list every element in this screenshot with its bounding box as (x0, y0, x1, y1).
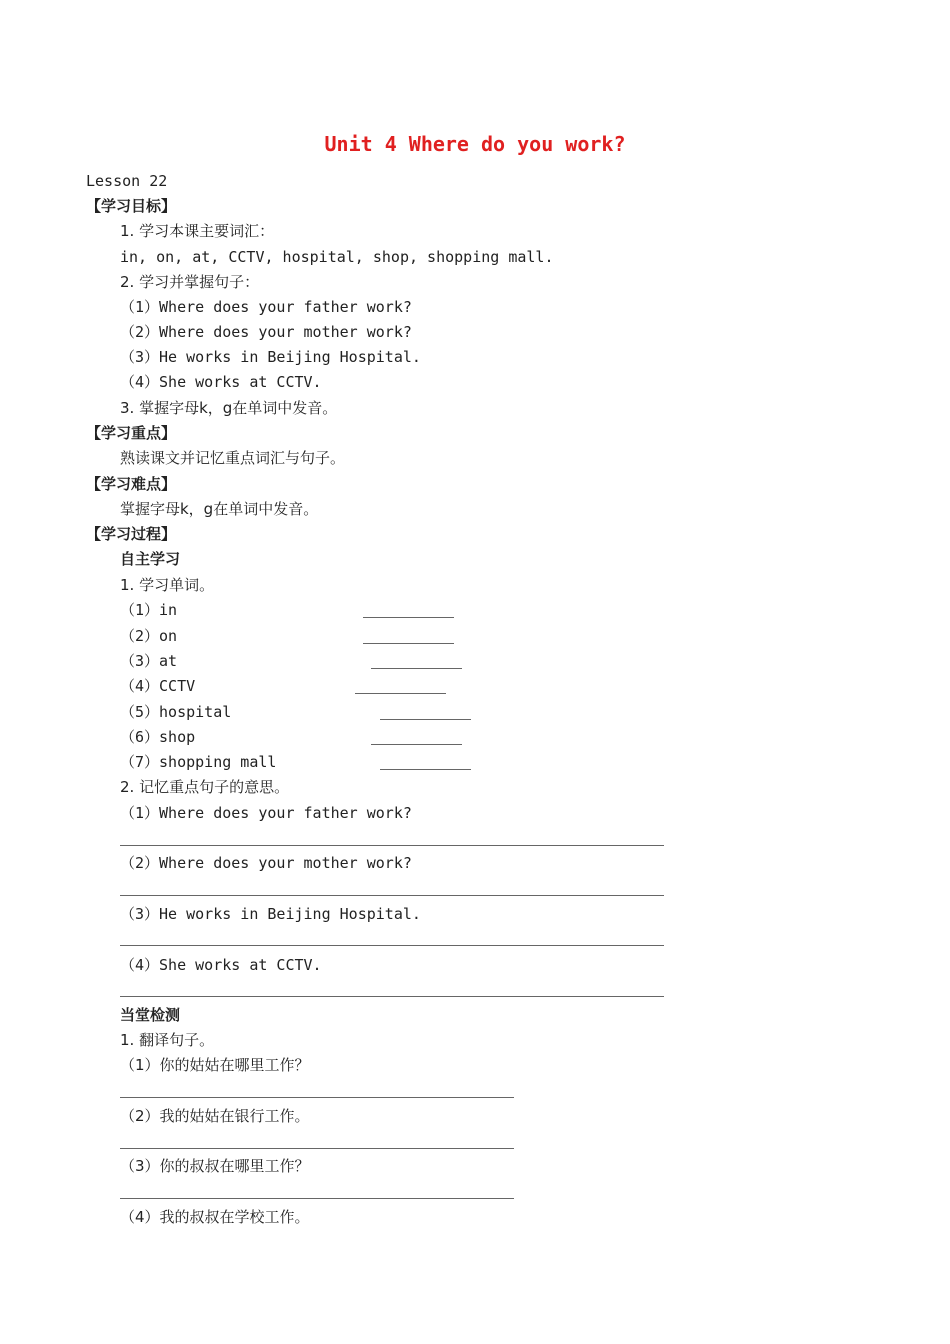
answer-line[interactable] (120, 1097, 514, 1098)
translate-item: （4）我的叔叔在学校工作。 (120, 1208, 310, 1226)
answer-blank[interactable] (380, 769, 471, 770)
goals-vocab: in, on, at, CCTV, hospital, shop, shopping mall. (120, 248, 554, 266)
answer-blank[interactable] (371, 744, 462, 745)
goals-sentence: （2）Where does your mother work? (120, 323, 412, 341)
translate-item: （2）我的姑姑在银行工作。 (120, 1107, 310, 1125)
difficult-points-heading: 【学习难点】 (86, 475, 177, 493)
word-item: （2）on (120, 627, 178, 645)
sentences-title: 2. 记忆重点句子的意思。 (120, 778, 290, 796)
goals-item-3: 3. 掌握字母k，g在单词中发音。 (120, 399, 338, 417)
translate-title: 1. 翻译句子。 (120, 1031, 215, 1049)
sentence-item: （1）Where does your father work? (120, 804, 412, 822)
key-points-heading: 【学习重点】 (86, 424, 177, 442)
page-title: Unit 4 Where do you work? (324, 132, 626, 156)
difficult-points-text: 掌握字母k，g在单词中发音。 (120, 500, 319, 518)
goals-sentence: （4）She works at CCTV. (120, 373, 322, 391)
answer-line[interactable] (120, 845, 664, 846)
answer-line[interactable] (120, 895, 664, 896)
goals-item-2: 2. 学习并掌握句子： (120, 273, 260, 291)
words-title: 1. 学习单词。 (120, 576, 215, 594)
lesson-label: Lesson 22 (86, 172, 168, 190)
word-item: （3）at (120, 652, 178, 670)
word-item: （6）shop (120, 728, 196, 746)
goals-sentence: （3）He works in Beijing Hospital. (120, 348, 421, 366)
self-study-heading: 自主学习 (120, 550, 181, 568)
answer-blank[interactable] (380, 719, 471, 720)
answer-blank[interactable] (363, 643, 454, 644)
sentence-item: （3）He works in Beijing Hospital. (120, 905, 421, 923)
goals-heading: 【学习目标】 (86, 197, 177, 215)
answer-line[interactable] (120, 1148, 514, 1149)
word-item: （4）CCTV (120, 677, 196, 695)
word-item: （1）in (120, 601, 178, 619)
translate-item: （3）你的叔叔在哪里工作？ (120, 1157, 310, 1175)
class-test-heading: 当堂检测 (120, 1006, 181, 1024)
key-points-text: 熟读课文并记忆重点词汇与句子。 (120, 449, 346, 467)
sentence-item: （2）Where does your mother work? (120, 854, 412, 872)
goals-item-1: 1. 学习本课主要词汇： (120, 222, 275, 240)
answer-line[interactable] (120, 996, 664, 997)
answer-blank[interactable] (363, 617, 454, 618)
answer-blank[interactable] (355, 693, 446, 694)
answer-blank[interactable] (371, 668, 462, 669)
process-heading: 【学习过程】 (86, 525, 177, 543)
word-item: （7）shopping mall (120, 753, 277, 771)
answer-line[interactable] (120, 945, 664, 946)
answer-line[interactable] (120, 1198, 514, 1199)
sentence-item: （4）She works at CCTV. (120, 956, 322, 974)
word-item: （5）hospital (120, 703, 232, 721)
goals-sentence: （1）Where does your father work? (120, 298, 412, 316)
translate-item: （1）你的姑姑在哪里工作？ (120, 1056, 310, 1074)
